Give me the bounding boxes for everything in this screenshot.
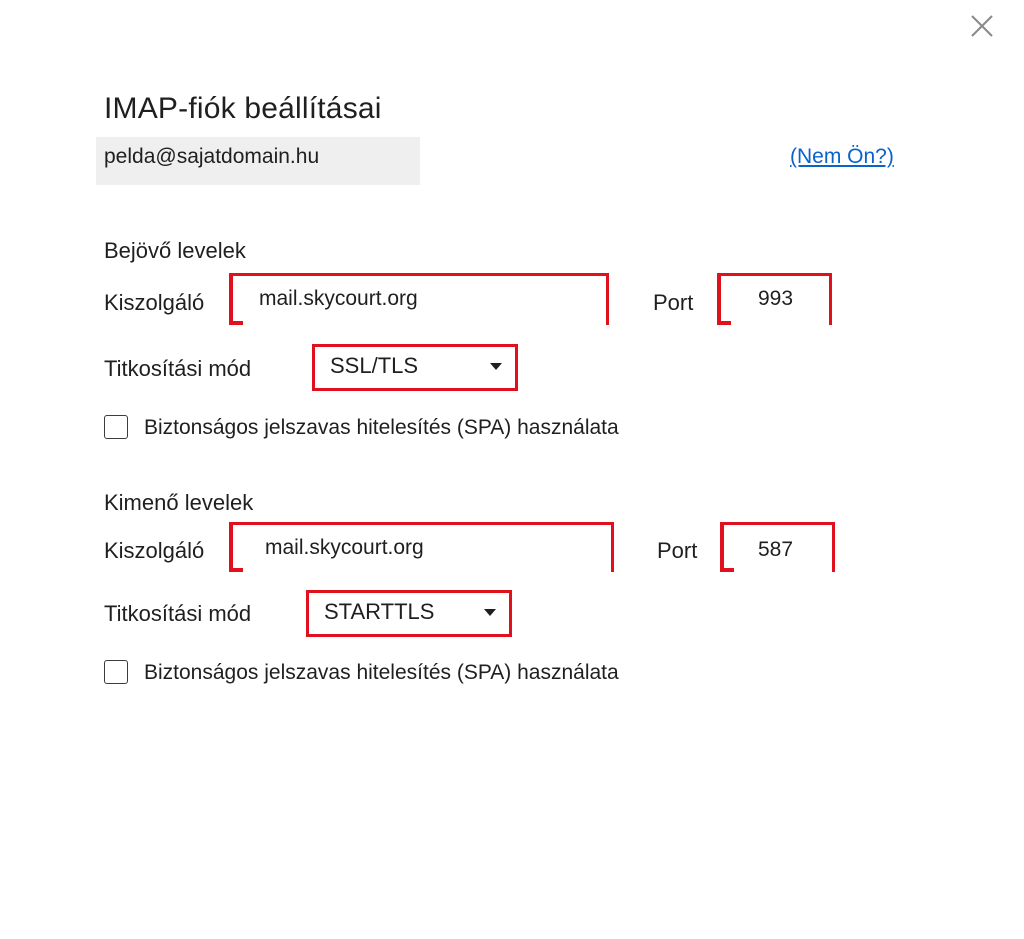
dialog-title: IMAP-fiók beállításai bbox=[104, 92, 382, 125]
incoming-encryption-label: Titkosítási mód bbox=[104, 356, 252, 381]
incoming-spa-checkbox[interactable] bbox=[104, 415, 128, 439]
outgoing-section-title: Kimenő levelek bbox=[104, 490, 254, 515]
outgoing-port-label: Port bbox=[657, 538, 698, 563]
outgoing-encryption-label: Titkosítási mód bbox=[104, 601, 252, 626]
chevron-down-icon bbox=[484, 609, 496, 616]
incoming-spa-label: Biztonságos jelszavas hitelesítés (SPA) használata bbox=[144, 416, 619, 439]
incoming-port-input[interactable] bbox=[717, 273, 832, 325]
incoming-port-label: Port bbox=[653, 290, 694, 315]
incoming-port-value: 993 bbox=[758, 287, 794, 310]
outgoing-server-input[interactable] bbox=[229, 522, 614, 572]
outgoing-port-value: 587 bbox=[758, 538, 794, 561]
outgoing-server-value: mail.skycourt.org bbox=[265, 536, 424, 559]
incoming-server-value: mail.skycourt.org bbox=[259, 287, 418, 310]
close-icon bbox=[962, 6, 1002, 46]
incoming-encryption-value: SSL/TLS bbox=[330, 353, 419, 378]
outgoing-encryption-select[interactable] bbox=[306, 590, 512, 637]
incoming-server-label: Kiszolgáló bbox=[104, 290, 205, 315]
outgoing-spa-label: Biztonságos jelszavas hitelesítés (SPA) használata bbox=[144, 661, 619, 684]
not-you-link[interactable]: (Nem Ön?) bbox=[790, 145, 894, 168]
outgoing-spa-checkbox[interactable] bbox=[104, 660, 128, 684]
incoming-section-title: Bejövő levelek bbox=[104, 238, 246, 263]
incoming-encryption-select[interactable] bbox=[312, 344, 518, 391]
close-button[interactable] bbox=[962, 6, 1002, 46]
outgoing-port-input[interactable] bbox=[720, 522, 835, 572]
account-email: pelda@sajatdomain.hu bbox=[104, 145, 320, 168]
outgoing-encryption-value: STARTTLS bbox=[324, 599, 435, 624]
outgoing-server-label: Kiszolgáló bbox=[104, 538, 205, 563]
chevron-down-icon bbox=[490, 363, 502, 370]
incoming-server-input[interactable] bbox=[229, 273, 609, 325]
